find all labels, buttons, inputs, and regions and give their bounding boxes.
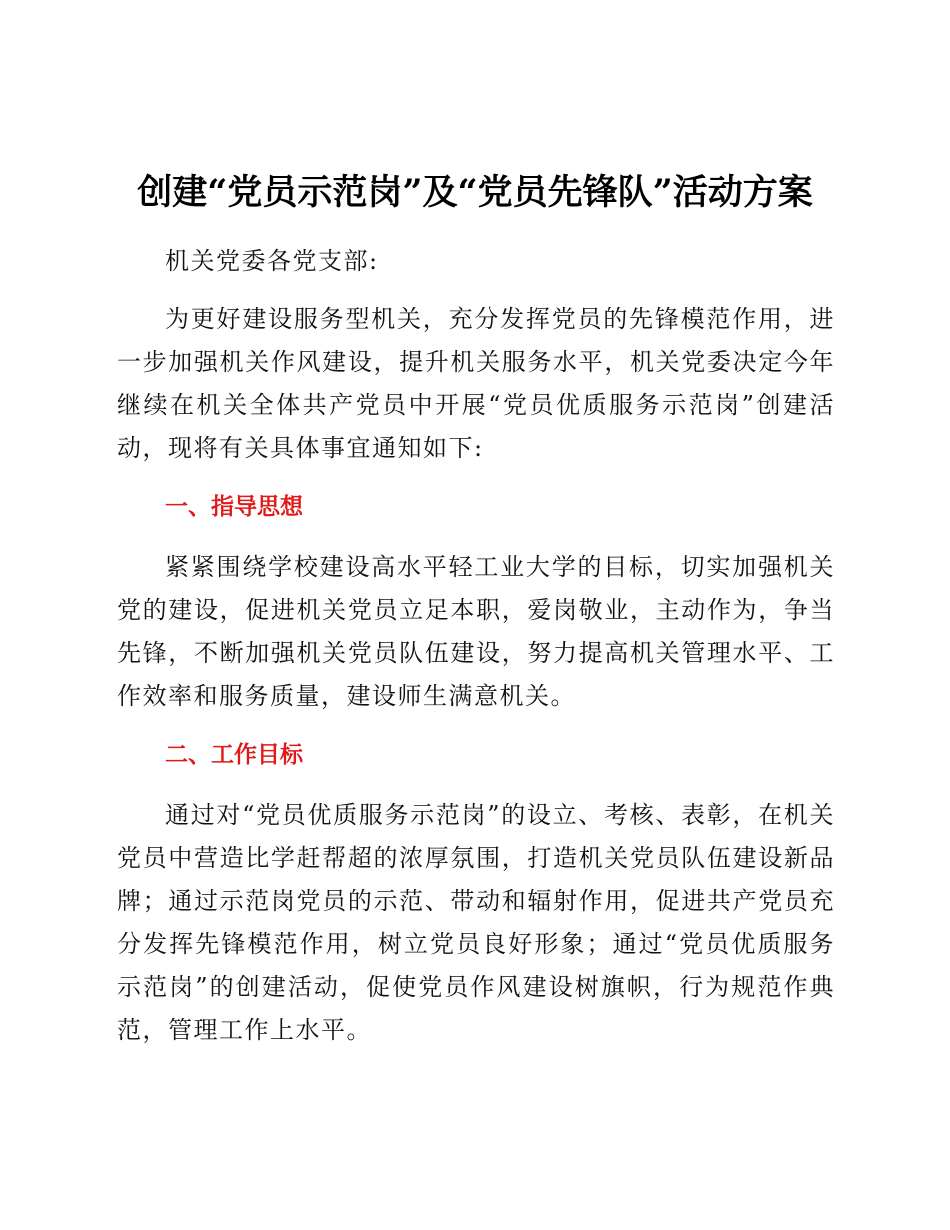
- document-title: 创建“党员示范岗”及“党员先锋队”活动方案: [137, 172, 813, 213]
- section-paragraph-guiding-ideology: 紧紧围绕学校建设高水平轻工业大学的目标，切实加强机关党的建设，促进机关党员立足本职，爱岗敬业，主动作为，争当先锋，不断加强机关党员队伍建设，努力提高机关管理水平、工作效率和服务质量，建设师生满意机关。: [117, 553, 835, 710]
- intro-paragraph: 为更好建设服务型机关，充分发挥党员的先锋模范作用，进一步加强机关作风建设，提升机关服务水平，机关党委决定今年继续在机关全体共产党员中开展“党员优质服务示范岗”创建活动，现将有关具体事宜通知如下:: [117, 305, 835, 462]
- salutation: 机关党委各党支部:: [165, 247, 379, 275]
- section-paragraph-work-goals: 通过对“党员优质服务示范岗”的设立、考核、表彰，在机关党员中营造比学赶帮超的浓厚氛围，打造机关党员队伍建设新品牌；通过示范岗党员的示范、带动和辐射作用，促进共产党员充分发挥先锋模范作用，树立党员良好形象；通过“党员优质服务示范岗”的创建活动，促使党员作风建设树旗帜，行为规范作典范，管理工作上水平。: [117, 801, 835, 1044]
- section-heading-work-goals: 二、工作目标: [165, 742, 303, 768]
- section-heading-guiding-ideology: 一、指导思想: [165, 494, 303, 520]
